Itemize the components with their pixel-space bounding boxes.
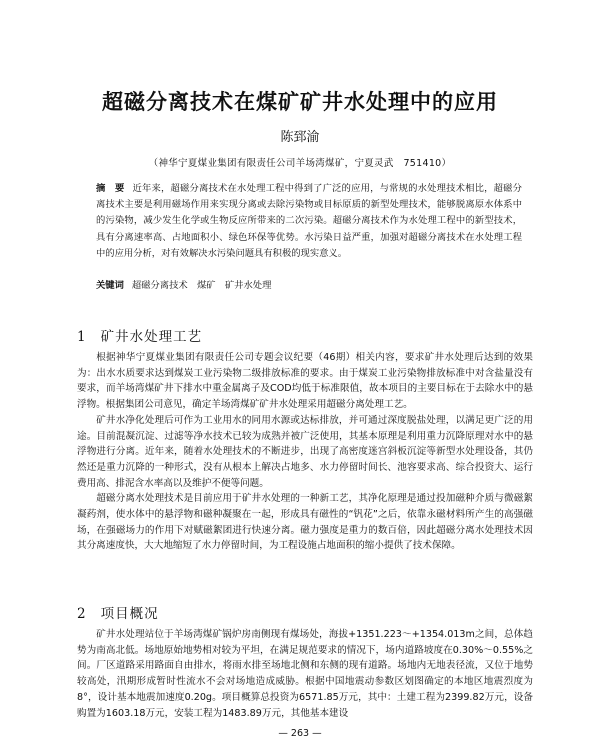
paragraph: 超磁分离水处理技术是目前应用于矿井水处理的一种新工艺，其净化原理是通过投加磁种介质与微磁絮凝药剂，使水体中的悬浮物和磁种凝聚在一起，形成具有磁性的“钒花”之后，依靠永磁材料所产生的高强磁场，在强磁场力的作用下对赋磁絮团进行快速分离。磁力强度是重力的数百倍，因此超磁分离水处理技术因其分离速度快，大大地缩短了水力停留时间，为工程设施占地面积的缩小提供了技术保障。 [77, 493, 533, 552]
keywords-text: 超磁分离技术 煤矿 矿井水处理 [131, 280, 272, 291]
section-title: 矿井水处理工艺 [100, 329, 203, 345]
keywords-label: 关键词 [96, 280, 124, 291]
author-affiliation: （神华宁夏煤业集团有限责任公司羊场湾煤矿，宁夏灵武 751410） [148, 158, 452, 169]
abstract-text: 近年来，超磁分离技术在水处理工程中得到了广泛的应用，与常规的水处理技术相比，超磁分离技术主要是利用磁场作用来实现分离或去除污染物或目标原质的新型处理技术，能够脱离原水体系中的污染物，减少发生化学或生物反应所带来的二次污染。超磁分离技术作为水处理工程中的新型技术，具有分离速率高、占地面积小、绿色环保等优势。水污染日益严重，加强对超磁分离技术在水处理工程中的应用分析，对有效解决水污染问题具有积极的现实意义。 [96, 183, 522, 259]
paragraph: 矿井水净化处理后可作为工业用水的同用水源或达标排放，并可通过深度脱盐处理，以满足更广泛的用途。目前混凝沉淀、过滤等净水技术已较为成熟并被广泛使用，其基本原理是利用重力沉降原理对水中的悬浮物进行分离。近年来，随着水处理技术的不断进步，出现了高密度迷宫斜板沉淀等新型水处理设备，其仍然还是重力沉降的一种形式，没有从根本上解决占地多、水力停留时间长、池容要求高、综合投资大、运行费用高、排泥含水率高以及维护不便等问题。 [77, 414, 533, 489]
author-name: 陈郅渝 [280, 130, 320, 145]
page-number: — 263 — [278, 728, 322, 739]
paragraph: 矿井水处理站位于羊场湾煤矿锅炉房南侧现有煤场处，海拔+1351.223～+1354.013m之间，总体趋势为南高北低。场地原始地势相对较为平坦，在满足规范要求的情况下，场内道路坡度在0.30%～0.55%之间。厂区道路采用路面自由排水，将雨水排至场地北侧和东侧的现有道路。场地内无地表径流，又位于地势较高处，汛期形成暂时性流水不会对场地造成威胁。根据中国地震动参数区划图确定的本地区地震烈度为8°，设计基本地震加速度0.20g。项目概算总投资为6571.85万元，其中：土建工程为2399.82万元，设备购置为1603.18万元，安装工程为1483.89万元，其他基本建设 [77, 629, 533, 719]
paragraph: 根据神华宁夏煤业集团有限责任公司专题会议纪要（46期）相关内容，要求矿井水处理后达到的效果为：出水水质要求达到煤炭工业污染物二级排放标准的要求。由于煤炭工业污染物排放标准中对含盐量没有要求，而羊场湾煤矿井下排水中重金属离子及COD均低于标准限值，故本项目的主要目标在于去除水中的悬浮物。根据集团公司意见，确定羊场湾煤矿矿井水处理采用超磁分离处理工艺。 [77, 352, 533, 411]
abstract [96, 181, 522, 262]
keywords [96, 277, 522, 291]
paper-title: 超磁分离技术在煤矿矿井水处理中的应用 [102, 90, 498, 114]
section-2-body [77, 627, 533, 721]
section-title: 项目概况 [100, 606, 159, 622]
section-1-body [77, 350, 533, 554]
section-1-heading [77, 325, 202, 345]
section-number: 1 [77, 329, 87, 345]
section-2-heading [77, 602, 159, 622]
abstract-label: 摘 要 [96, 183, 125, 194]
section-number: 2 [77, 606, 87, 622]
